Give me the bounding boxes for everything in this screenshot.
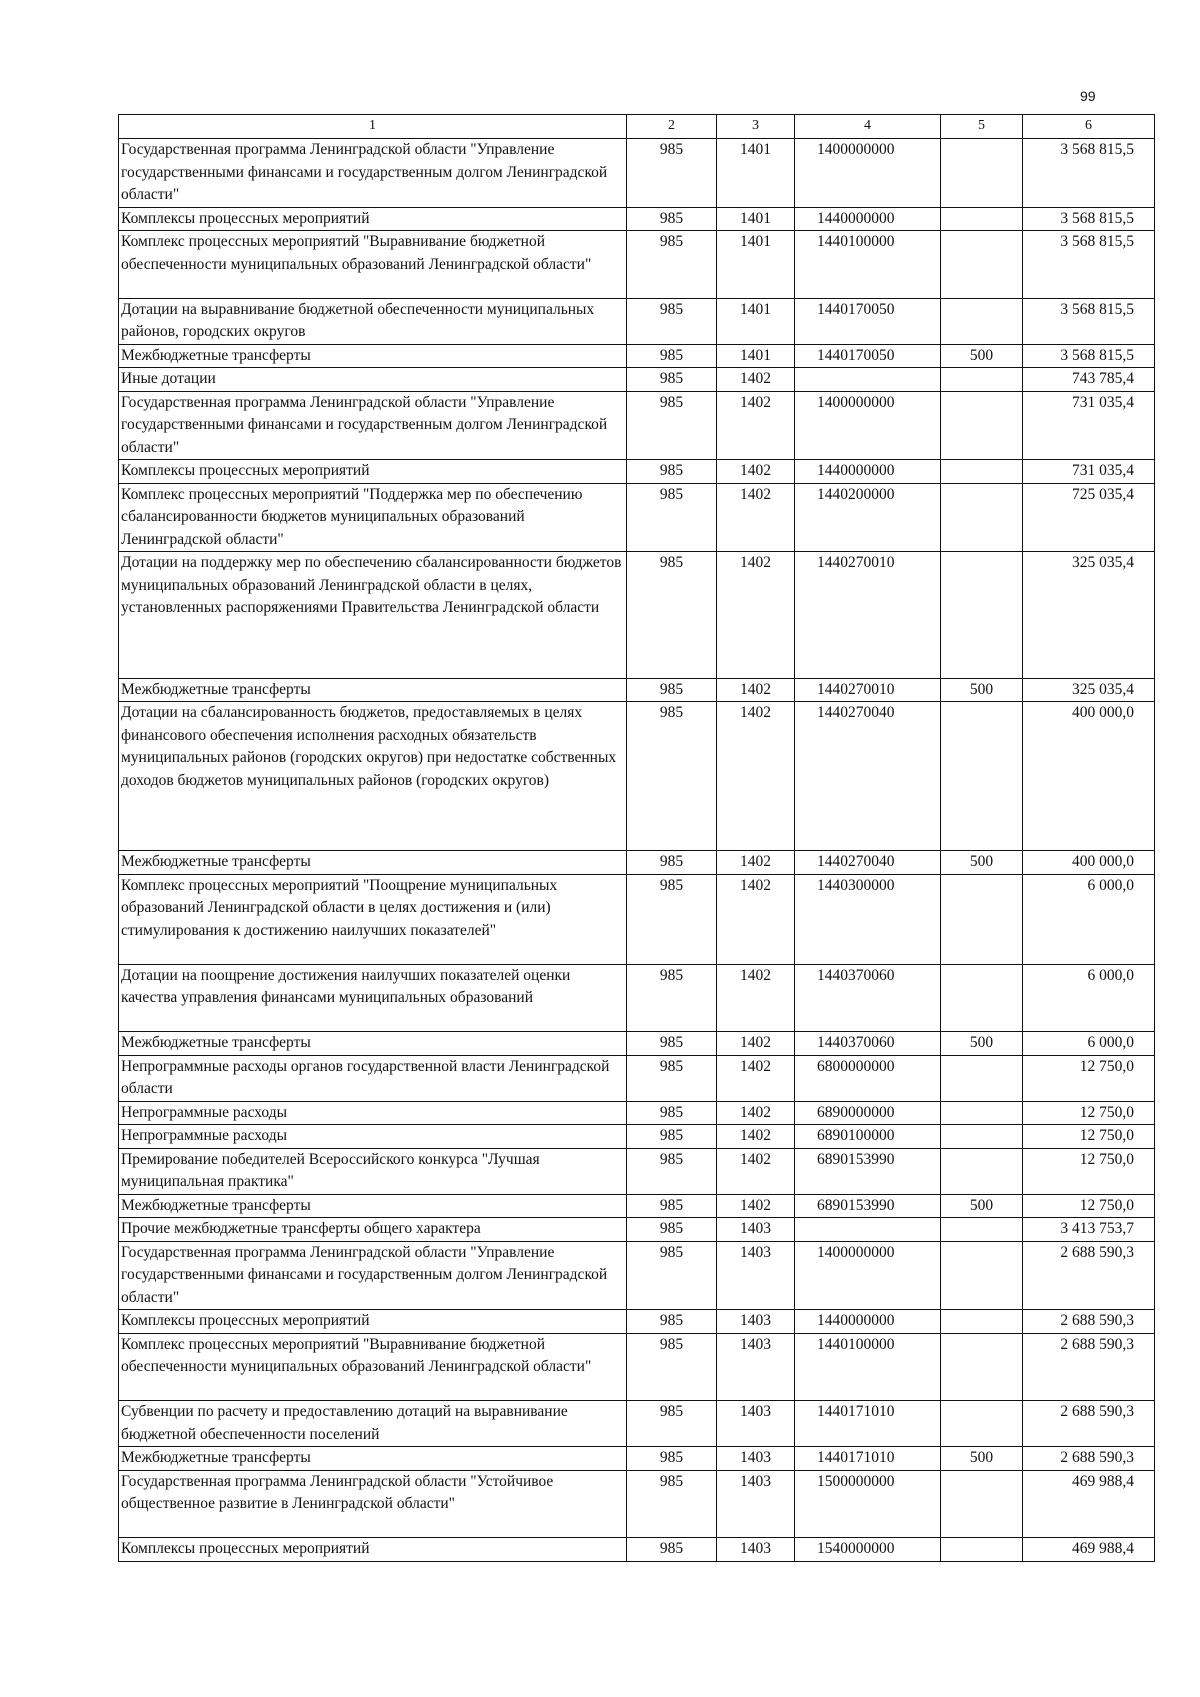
row-c4-cell: 1400000000	[795, 1241, 941, 1310]
row-c5-cell	[941, 1055, 1023, 1101]
row-c5-cell	[941, 1470, 1023, 1538]
row-name-cell: Государственная программа Ленинградской области "Управление государственными финансами и государственным долгом Ленинградской области"	[119, 139, 627, 208]
row-c2-cell: 985	[627, 1538, 717, 1562]
row-name-cell: Комплекс процессных мероприятий "Выравнивание бюджетной обеспеченности муниципальных образований Ленинградской области"	[119, 231, 627, 299]
row-c6-cell: 743 785,4	[1023, 368, 1155, 392]
row-c6-cell: 725 035,4	[1023, 483, 1155, 552]
row-c3-cell: 1402	[717, 964, 795, 1032]
row-c6-cell: 2 688 590,3	[1023, 1447, 1155, 1471]
row-c6-cell: 325 035,4	[1023, 678, 1155, 702]
table-row	[119, 702, 1155, 851]
row-c3-cell: 1402	[717, 874, 795, 964]
row-c4-cell: 1440000000	[795, 460, 941, 484]
table-row	[119, 1194, 1155, 1218]
row-name-cell: Комплексы процессных мероприятий	[119, 1310, 627, 1334]
budget-table	[118, 114, 1155, 1562]
table-row	[119, 1101, 1155, 1125]
header-cell: 2	[627, 115, 717, 139]
row-c6-cell: 731 035,4	[1023, 391, 1155, 460]
row-c5-cell	[941, 368, 1023, 392]
row-name-cell: Межбюджетные трансферты	[119, 344, 627, 368]
row-c2-cell: 985	[627, 1101, 717, 1125]
table-row	[119, 460, 1155, 484]
row-c6-cell: 12 750,0	[1023, 1055, 1155, 1101]
row-name-cell: Комплекс процессных мероприятий "Поддержка мер по обеспечению сбалансированности бюджетов муниципальных образований Ленинградской области"	[119, 483, 627, 552]
row-c2-cell: 985	[627, 1470, 717, 1538]
row-c3-cell: 1402	[717, 1101, 795, 1125]
row-c2-cell: 985	[627, 368, 717, 392]
row-c2-cell: 985	[627, 964, 717, 1032]
row-c4-cell: 6800000000	[795, 1055, 941, 1101]
row-c6-cell: 731 035,4	[1023, 460, 1155, 484]
row-c2-cell: 985	[627, 298, 717, 344]
table-row	[119, 1538, 1155, 1562]
row-name-cell: Комплексы процессных мероприятий	[119, 1538, 627, 1562]
row-c2-cell: 985	[627, 1333, 717, 1401]
row-c6-cell: 12 750,0	[1023, 1125, 1155, 1149]
table-row	[119, 1447, 1155, 1471]
row-c6-cell: 3 568 815,5	[1023, 298, 1155, 344]
row-c4-cell	[795, 1218, 941, 1242]
row-c4-cell: 1440200000	[795, 483, 941, 552]
row-name-cell: Комплексы процессных мероприятий	[119, 460, 627, 484]
row-c2-cell: 985	[627, 1194, 717, 1218]
row-c6-cell: 469 988,4	[1023, 1538, 1155, 1562]
row-c4-cell: 1440171010	[795, 1401, 941, 1447]
row-c3-cell: 1402	[717, 702, 795, 851]
row-c4-cell: 1540000000	[795, 1538, 941, 1562]
row-c3-cell: 1402	[717, 483, 795, 552]
row-c2-cell: 985	[627, 1148, 717, 1194]
row-c3-cell: 1403	[717, 1241, 795, 1310]
row-c4-cell: 1440370060	[795, 964, 941, 1032]
row-c4-cell: 1440270040	[795, 851, 941, 875]
row-c6-cell: 12 750,0	[1023, 1101, 1155, 1125]
table-row	[119, 1470, 1155, 1538]
row-c4-cell: 1440170050	[795, 344, 941, 368]
row-c2-cell: 985	[627, 1055, 717, 1101]
row-name-cell: Межбюджетные трансферты	[119, 1032, 627, 1056]
row-c6-cell: 12 750,0	[1023, 1194, 1155, 1218]
row-c5-cell	[941, 1125, 1023, 1149]
row-c6-cell: 2 688 590,3	[1023, 1333, 1155, 1401]
row-c5-cell: 500	[941, 1032, 1023, 1056]
row-c3-cell: 1403	[717, 1538, 795, 1562]
row-c3-cell: 1403	[717, 1218, 795, 1242]
row-name-cell: Дотации на поддержку мер по обеспечению сбалансированности бюджетов муниципальных образований Ленинградской области в целях, установленных распоряжениями Правительства Ленинградской области	[119, 552, 627, 679]
table-row	[119, 344, 1155, 368]
page-number: 99	[1080, 88, 1096, 104]
row-c3-cell: 1402	[717, 851, 795, 875]
row-c4-cell: 1440100000	[795, 1333, 941, 1401]
row-c2-cell: 985	[627, 231, 717, 299]
row-c4-cell: 1440000000	[795, 1310, 941, 1334]
row-c2-cell: 985	[627, 678, 717, 702]
row-c4-cell: 1400000000	[795, 139, 941, 208]
table-row	[119, 1310, 1155, 1334]
row-c3-cell: 1403	[717, 1310, 795, 1334]
row-name-cell: Дотации на выравнивание бюджетной обеспеченности муниципальных районов, городских округов	[119, 298, 627, 344]
row-name-cell: Государственная программа Ленинградской области "Управление государственными финансами и государственным долгом Ленинградской области"	[119, 391, 627, 460]
row-c6-cell: 2 688 590,3	[1023, 1401, 1155, 1447]
row-c5-cell	[941, 1538, 1023, 1562]
row-c5-cell	[941, 1401, 1023, 1447]
row-c3-cell: 1403	[717, 1470, 795, 1538]
table-row	[119, 368, 1155, 392]
row-c6-cell: 400 000,0	[1023, 702, 1155, 851]
row-c2-cell: 985	[627, 391, 717, 460]
table-row	[119, 1032, 1155, 1056]
row-c4-cell: 1440270010	[795, 552, 941, 679]
row-c4-cell: 1440171010	[795, 1447, 941, 1471]
row-c5-cell	[941, 391, 1023, 460]
row-c2-cell: 985	[627, 1241, 717, 1310]
row-c6-cell: 325 035,4	[1023, 552, 1155, 679]
row-c5-cell: 500	[941, 851, 1023, 875]
row-c2-cell: 985	[627, 1032, 717, 1056]
table-row	[119, 207, 1155, 231]
row-c4-cell: 1440300000	[795, 874, 941, 964]
row-c5-cell	[941, 702, 1023, 851]
row-c5-cell	[941, 231, 1023, 299]
table-row	[119, 483, 1155, 552]
row-c2-cell: 985	[627, 207, 717, 231]
row-c2-cell: 985	[627, 1447, 717, 1471]
row-c4-cell: 6890100000	[795, 1125, 941, 1149]
row-c3-cell: 1402	[717, 678, 795, 702]
row-c6-cell: 3 568 815,5	[1023, 344, 1155, 368]
row-c5-cell	[941, 1218, 1023, 1242]
row-c6-cell: 6 000,0	[1023, 964, 1155, 1032]
row-c3-cell: 1402	[717, 1032, 795, 1056]
row-c3-cell: 1401	[717, 231, 795, 299]
row-c5-cell	[941, 460, 1023, 484]
table-row	[119, 1055, 1155, 1101]
row-c5-cell: 500	[941, 678, 1023, 702]
row-c6-cell: 12 750,0	[1023, 1148, 1155, 1194]
row-c4-cell: 1500000000	[795, 1470, 941, 1538]
table-row	[119, 1218, 1155, 1242]
table-row	[119, 552, 1155, 679]
row-name-cell: Межбюджетные трансферты	[119, 851, 627, 875]
table-row	[119, 851, 1155, 875]
table-header-row	[119, 115, 1155, 139]
table-row	[119, 391, 1155, 460]
row-c2-cell: 985	[627, 460, 717, 484]
row-c2-cell: 985	[627, 851, 717, 875]
row-c4-cell: 1400000000	[795, 391, 941, 460]
row-c4-cell: 6890153990	[795, 1148, 941, 1194]
header-cell: 3	[717, 115, 795, 139]
row-c2-cell: 985	[627, 1401, 717, 1447]
row-c5-cell	[941, 874, 1023, 964]
row-c6-cell: 2 688 590,3	[1023, 1241, 1155, 1310]
row-c2-cell: 985	[627, 702, 717, 851]
row-c3-cell: 1402	[717, 368, 795, 392]
header-cell: 1	[119, 115, 627, 139]
row-c3-cell: 1401	[717, 139, 795, 208]
row-name-cell: Дотации на сбалансированность бюджетов, предоставляемых в целях финансового обеспечения исполнения расходных обязательств муниципальных районов (городских округов) при недостатке собственных доходов бюджетов муниципальных районов (городских округов)	[119, 702, 627, 851]
row-c4-cell: 6890000000	[795, 1101, 941, 1125]
row-c6-cell: 3 568 815,5	[1023, 231, 1155, 299]
row-c4-cell: 1440270010	[795, 678, 941, 702]
row-c5-cell	[941, 1241, 1023, 1310]
row-c3-cell: 1402	[717, 1194, 795, 1218]
row-name-cell: Государственная программа Ленинградской области "Устойчивое общественное развитие в Ленинградской области"	[119, 1470, 627, 1538]
table-row	[119, 678, 1155, 702]
row-c2-cell: 985	[627, 874, 717, 964]
row-c5-cell	[941, 1148, 1023, 1194]
row-c5-cell: 500	[941, 344, 1023, 368]
table-row	[119, 139, 1155, 208]
row-c6-cell: 3 568 815,5	[1023, 139, 1155, 208]
row-c6-cell: 3 568 815,5	[1023, 207, 1155, 231]
row-c3-cell: 1402	[717, 552, 795, 679]
row-c2-cell: 985	[627, 1310, 717, 1334]
table-row	[119, 874, 1155, 964]
row-c5-cell	[941, 964, 1023, 1032]
row-c6-cell: 2 688 590,3	[1023, 1310, 1155, 1334]
row-c6-cell: 3 413 753,7	[1023, 1218, 1155, 1242]
row-c3-cell: 1402	[717, 1055, 795, 1101]
row-name-cell: Государственная программа Ленинградской области "Управление государственными финансами и государственным долгом Ленинградской области"	[119, 1241, 627, 1310]
row-c2-cell: 985	[627, 139, 717, 208]
row-c4-cell: 1440000000	[795, 207, 941, 231]
row-name-cell: Премирование победителей Всероссийского конкурса "Лучшая муниципальная практика"	[119, 1148, 627, 1194]
row-name-cell: Непрограммные расходы органов государственной власти Ленинградской области	[119, 1055, 627, 1101]
row-name-cell: Межбюджетные трансферты	[119, 678, 627, 702]
row-c4-cell: 1440370060	[795, 1032, 941, 1056]
table-row	[119, 1241, 1155, 1310]
row-c5-cell	[941, 139, 1023, 208]
row-c5-cell: 500	[941, 1194, 1023, 1218]
row-c5-cell	[941, 298, 1023, 344]
table-row	[119, 964, 1155, 1032]
row-c3-cell: 1403	[717, 1401, 795, 1447]
header-cell: 4	[795, 115, 941, 139]
row-name-cell: Непрограммные расходы	[119, 1101, 627, 1125]
row-c2-cell: 985	[627, 1125, 717, 1149]
table-row	[119, 298, 1155, 344]
row-name-cell: Комплекс процессных мероприятий "Поощрение муниципальных образований Ленинградской области в целях достижения и (или) стимулирования к достижению наилучших показателей"	[119, 874, 627, 964]
row-name-cell: Комплексы процессных мероприятий	[119, 207, 627, 231]
row-c6-cell: 6 000,0	[1023, 1032, 1155, 1056]
row-c5-cell: 500	[941, 1447, 1023, 1471]
row-c4-cell: 6890153990	[795, 1194, 941, 1218]
header-cell: 5	[941, 115, 1023, 139]
row-c6-cell: 6 000,0	[1023, 874, 1155, 964]
row-c2-cell: 985	[627, 1218, 717, 1242]
row-c2-cell: 985	[627, 344, 717, 368]
row-c4-cell: 1440270040	[795, 702, 941, 851]
row-c3-cell: 1402	[717, 460, 795, 484]
row-c4-cell: 1440100000	[795, 231, 941, 299]
row-c3-cell: 1403	[717, 1447, 795, 1471]
row-c3-cell: 1401	[717, 207, 795, 231]
header-cell: 6	[1023, 115, 1155, 139]
row-name-cell: Иные дотации	[119, 368, 627, 392]
row-c5-cell	[941, 552, 1023, 679]
row-c3-cell: 1401	[717, 344, 795, 368]
row-c3-cell: 1402	[717, 1148, 795, 1194]
row-name-cell: Межбюджетные трансферты	[119, 1447, 627, 1471]
row-c6-cell: 469 988,4	[1023, 1470, 1155, 1538]
row-c4-cell: 1440170050	[795, 298, 941, 344]
row-c4-cell	[795, 368, 941, 392]
table-row	[119, 1333, 1155, 1401]
row-name-cell: Комплекс процессных мероприятий "Выравнивание бюджетной обеспеченности муниципальных образований Ленинградской области"	[119, 1333, 627, 1401]
table-row	[119, 1401, 1155, 1447]
row-c5-cell	[941, 1333, 1023, 1401]
row-c5-cell	[941, 483, 1023, 552]
row-c3-cell: 1402	[717, 1125, 795, 1149]
table-row	[119, 1125, 1155, 1149]
row-c2-cell: 985	[627, 483, 717, 552]
row-c2-cell: 985	[627, 552, 717, 679]
row-c3-cell: 1401	[717, 298, 795, 344]
row-c6-cell: 400 000,0	[1023, 851, 1155, 875]
table-row	[119, 231, 1155, 299]
row-c3-cell: 1402	[717, 391, 795, 460]
row-name-cell: Межбюджетные трансферты	[119, 1194, 627, 1218]
row-c5-cell	[941, 1101, 1023, 1125]
row-name-cell: Непрограммные расходы	[119, 1125, 627, 1149]
row-name-cell: Прочие межбюджетные трансферты общего характера	[119, 1218, 627, 1242]
row-name-cell: Дотации на поощрение достижения наилучших показателей оценки качества управления финансами муниципальных образований	[119, 964, 627, 1032]
row-c3-cell: 1403	[717, 1333, 795, 1401]
row-c5-cell	[941, 1310, 1023, 1334]
table-row	[119, 1148, 1155, 1194]
row-c5-cell	[941, 207, 1023, 231]
row-name-cell: Субвенции по расчету и предоставлению дотаций на выравнивание бюджетной обеспеченности поселений	[119, 1401, 627, 1447]
